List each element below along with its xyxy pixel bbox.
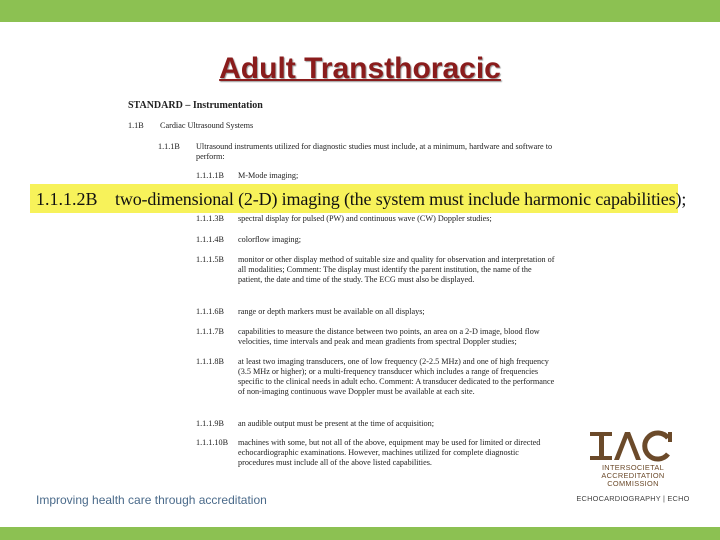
item-number: 1.1.1.3B — [196, 214, 224, 223]
list-item — [196, 419, 556, 429]
item-text: M-Mode imaging; — [238, 171, 299, 180]
iac-logo — [576, 428, 690, 506]
list-item — [196, 255, 556, 295]
item-text: monitor or other display method of suitable size and quality for observation and interpretation of all modalities; Comment: The display must identify the parent institution, the name of the patient, the date and time of the study. The ECG must also be displayed. — [238, 255, 555, 284]
list-item — [196, 214, 556, 224]
bottom-accent-bar — [0, 527, 720, 540]
item-text: Cardiac Ultrasound Systems — [160, 121, 254, 130]
item-number: 1.1B — [128, 121, 144, 130]
item-number: 1.1.1.4B — [196, 235, 224, 244]
item-text: at least two imaging transducers, one of low frequency (2-2.5 MHz) and one of high frequency (3.5 MHz or higher); or a multi-frequency transducer which includes a range of frequencies specific to the clinical needs in adult echo. Comment: A transducer dedicated to the performance of non-imaging continuous wave Doppler must be available at each site. — [238, 357, 555, 396]
list-item — [196, 327, 556, 357]
item-text: machines with some, but not all of the above, equipment may be used for limited or directed echocardiographic examinations. However, machines utilized for complete diagnostic procedures must include all of the above listed capabilities. — [238, 438, 541, 467]
list-item — [128, 121, 568, 131]
item-number: 1.1.1.9B — [196, 419, 224, 428]
iac-logo-mark — [584, 428, 682, 464]
logo-line-2: ACCREDITATION — [601, 471, 665, 480]
list-item — [196, 235, 556, 245]
item-number: 1.1.1.7B — [196, 327, 224, 336]
list-item — [196, 357, 556, 407]
highlighted-item-number: 1.1.1.2B — [36, 189, 98, 209]
slide-title: Adult Transthoracic — [219, 52, 501, 85]
item-number: 1.1.1B — [158, 142, 180, 151]
list-item — [158, 142, 558, 162]
item-number: 1.1.1.10B — [196, 438, 229, 447]
item-text: Ultrasound instruments utilized for diagnostic studies must include, at a minimum, hardware and software to perform: — [196, 142, 553, 161]
item-text: colorflow imaging; — [238, 235, 301, 244]
item-text: spectral display for pulsed (PW) and continuous wave (CW) Doppler studies; — [238, 214, 492, 223]
top-accent-bar — [0, 0, 720, 22]
logo-line-1: INTERSOCIETAL — [601, 463, 665, 472]
item-number: 1.1.1.8B — [196, 357, 224, 366]
list-item — [196, 171, 556, 181]
item-number: 1.1.1.5B — [196, 255, 224, 264]
logo-line-3: COMMISSION — [607, 479, 659, 488]
list-item — [196, 438, 556, 468]
item-number: 1.1.1.1B — [196, 171, 224, 180]
highlighted-item-text: two-dimensional (2-D) imaging (the system must include harmonic capabilities); — [115, 189, 687, 209]
item-text: an audible output must be present at the time of acquisition; — [238, 419, 435, 428]
item-text: capabilities to measure the distance between two points, an area on a 2-D image, blood flow velocities, time intervals and peak and mean gradients from spectral Doppler studies; — [238, 327, 540, 346]
footer-tagline: Improving health care through accreditation — [36, 493, 267, 507]
list-item — [196, 307, 556, 317]
logo-division: ECHOCARDIOGRAPHY | ECHO — [576, 494, 690, 503]
item-text: range or depth markers must be available on all displays; — [238, 307, 425, 316]
standard-heading: STANDARD – Instrumentation — [128, 100, 263, 111]
item-number: 1.1.1.6B — [196, 307, 224, 316]
